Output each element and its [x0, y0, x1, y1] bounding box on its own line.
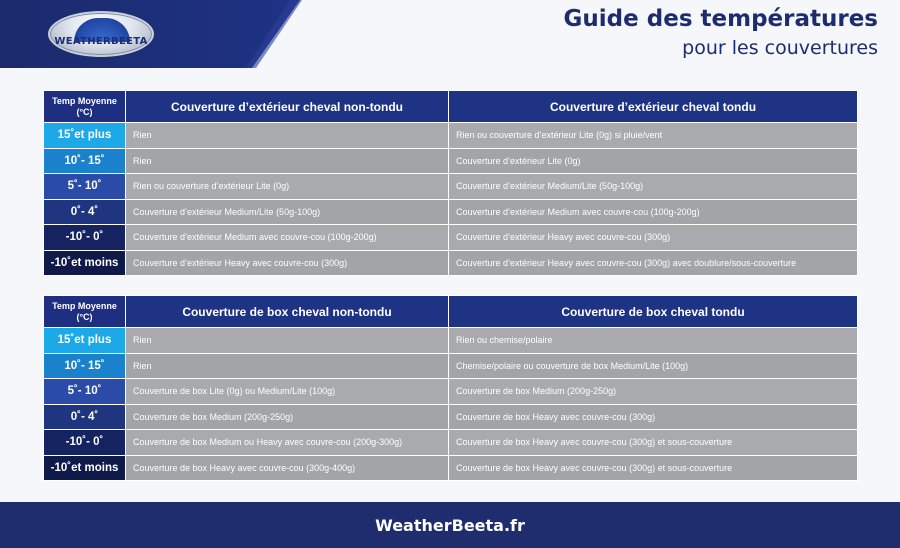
rug-cell: Rien ou couverture d’extérieur Lite (0g) — [126, 174, 449, 200]
temp-cell: -10˚- 0˚ — [44, 430, 126, 456]
temp-cell: 15˚et plus — [44, 123, 126, 149]
table-row — [44, 404, 858, 430]
rug-cell: Couverture de box Heavy avec couvre-cou (300g-400g) — [126, 455, 449, 481]
temp-cell: 0˚- 4˚ — [44, 404, 126, 430]
rug-cell: Couverture de box Heavy avec couvre-cou (300g) et sous-couverture — [449, 455, 858, 481]
rug-cell: Couverture de box Medium ou Heavy avec couvre-cou (200g-300g) — [126, 430, 449, 456]
table-row — [44, 123, 858, 149]
rug-cell: Couverture d’extérieur Medium/Lite (50g-100g) — [449, 174, 858, 200]
temp-cell: 10˚- 15˚ — [44, 353, 126, 379]
rug-cell: Couverture d’extérieur Medium/Lite (50g-100g) — [126, 199, 449, 225]
col-header-non-clipped: Couverture d’extérieur cheval non-tondu — [126, 91, 449, 123]
table-row — [44, 430, 858, 456]
rug-cell: Couverture d’extérieur Medium avec couvre-cou (100g-200g) — [126, 225, 449, 251]
table-row — [44, 353, 858, 379]
rug-cell: Couverture de box Heavy avec couvre-cou (300g) et sous-couverture — [449, 430, 858, 456]
rug-cell: Couverture de box Medium (200g-250g) — [449, 379, 858, 405]
rug-cell: Couverture d’extérieur Heavy avec couvre-cou (300g) avec doublure/sous-couverture — [449, 250, 858, 276]
rug-cell: Rien ou couverture d’extérieur Lite (0g) si pluie/vent — [449, 123, 858, 149]
temp-cell: -10˚et moins — [44, 455, 126, 481]
table-row — [44, 455, 858, 481]
rug-cell: Chemise/polaire ou couverture de box Medium/Lite (100g) — [449, 353, 858, 379]
temp-cell: 15˚et plus — [44, 328, 126, 354]
temp-cell: 10˚- 15˚ — [44, 148, 126, 174]
table-row — [44, 148, 858, 174]
rug-cell: Rien — [126, 328, 449, 354]
table-row — [44, 174, 858, 200]
rug-cell: Couverture de box Heavy avec couvre-cou (300g) — [449, 404, 858, 430]
rug-cell: Rien ou chemise/polaire — [449, 328, 858, 354]
temp-cell: 5˚- 10˚ — [44, 379, 126, 405]
table-row — [44, 225, 858, 251]
logo-text: WEATHERBEETA — [54, 36, 148, 47]
rug-cell: Couverture d’extérieur Heavy avec couvre-cou (300g) — [126, 250, 449, 276]
table-row — [44, 328, 858, 354]
table-row — [44, 199, 858, 225]
rug-cell: Couverture d’extérieur Medium avec couvre-cou (100g-200g) — [449, 199, 858, 225]
rug-cell: Rien — [126, 353, 449, 379]
temp-cell: 0˚- 4˚ — [44, 199, 126, 225]
table-row — [44, 379, 858, 405]
page-subtitle: pour les couvertures — [682, 37, 878, 59]
temp-cell: -10˚et moins — [44, 250, 126, 276]
table-header-row — [44, 91, 858, 123]
footer — [0, 502, 900, 548]
temp-cell: -10˚- 0˚ — [44, 225, 126, 251]
rug-cell: Couverture d’extérieur Lite (0g) — [449, 148, 858, 174]
rug-cell: Couverture d’extérieur Heavy avec couvre-cou (300g) — [449, 225, 858, 251]
col-header-non-clipped: Couverture de box cheval non-tondu — [126, 296, 449, 328]
temp-cell: 5˚- 10˚ — [44, 174, 126, 200]
col-header-clipped: Couverture d’extérieur cheval tondu — [449, 91, 858, 123]
page-title: Guide des températures — [563, 6, 878, 32]
table-header-row — [44, 296, 858, 328]
table-row — [44, 250, 858, 276]
website-link[interactable]: WeatherBeeta.fr — [375, 515, 525, 535]
col-header-clipped: Couverture de box cheval tondu — [449, 296, 858, 328]
temp-column-header: Temp Moyenne (°C) — [44, 296, 126, 328]
header — [0, 0, 900, 68]
weatherbeeta-logo[interactable] — [48, 11, 154, 57]
rug-cell: Couverture de box Lite (0g) ou Medium/Lite (100g) — [126, 379, 449, 405]
rug-cell: Rien — [126, 123, 449, 149]
outdoor-rug-table — [43, 90, 858, 276]
temp-column-header: Temp Moyenne (°C) — [44, 91, 126, 123]
rug-cell: Couverture de box Medium (200g-250g) — [126, 404, 449, 430]
stable-rug-table — [43, 295, 858, 481]
rug-cell: Rien — [126, 148, 449, 174]
